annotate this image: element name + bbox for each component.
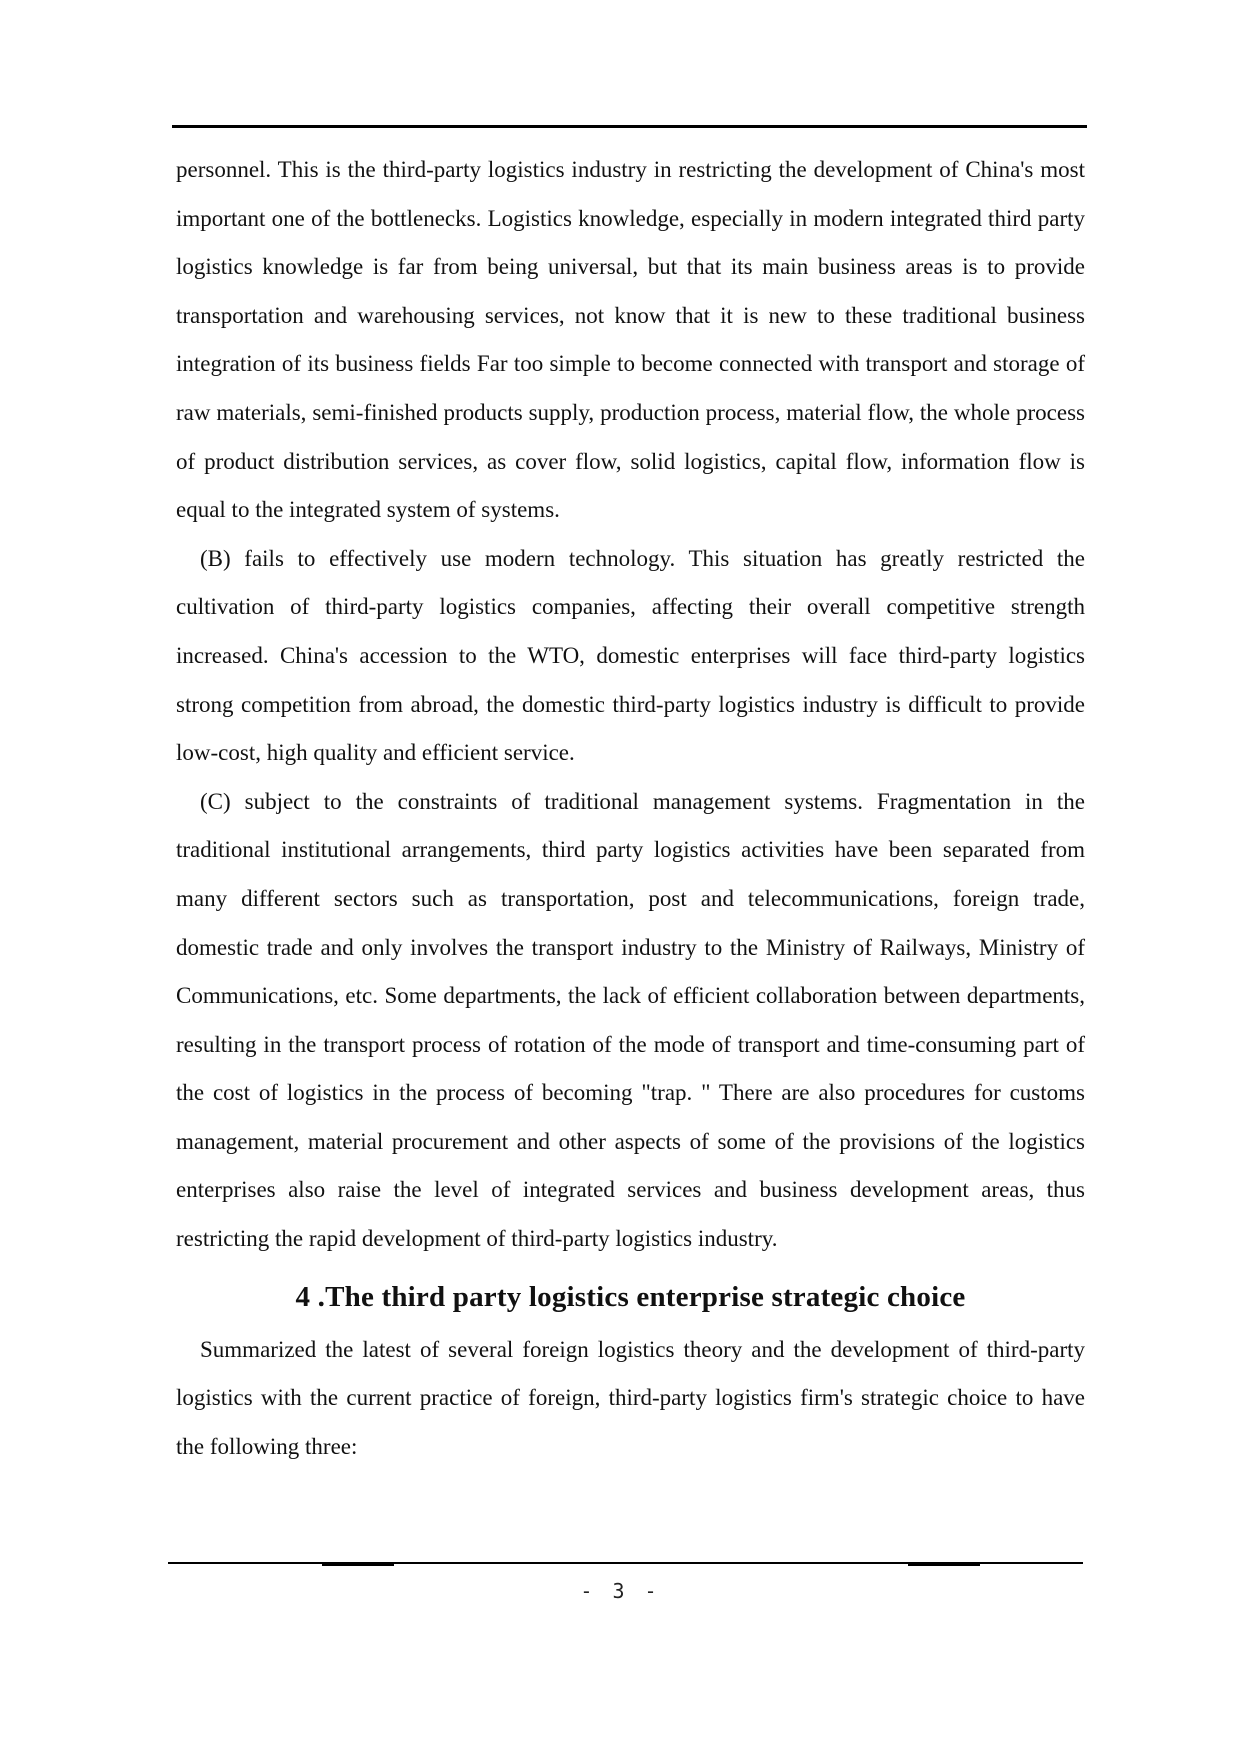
page-body (176, 146, 1085, 1471)
page-number: - 3 - (580, 1579, 661, 1603)
footer-rule-accent-left (322, 1564, 394, 1566)
paragraph-c-management-systems: (C) subject to the constraints of traditional management systems. Fragmentation in the traditional institutional arrangements, third party logistics activities have been separated from many different sectors such as transportation, post and telecommunications, foreign trade, domestic trade and only involves the transport industry to the Ministry of Railways, Ministry of Communications, etc. Some departments, the lack of efficient collaboration between departments, resulting in the transport process of rotation of the mode of transport and time-consuming part of the cost of logistics in the process of becoming "trap. " There are also procedures for customs management, material procurement and other aspects of some of the provisions of the logistics enterprises also raise the level of integrated services and business development areas, thus restricting the rapid development of third-party logistics industry. (176, 788, 1085, 1252)
paragraph-strategic-choice: Summarized the latest of several foreign logistics theory and the development of third-party logistics with the current practice of foreign, third-party logistics firm's strategic choice to have the following three: (176, 1336, 1085, 1459)
section-heading: 4 .The third party logistics enterprise strategic choice (295, 1280, 966, 1313)
paragraph-b-modern-technology: (B) fails to effectively use modern technology. This situation has greatly restricted the cultivation of third-party logistics companies, affecting their overall competitive strength increased. China's accession to the WTO, domestic enterprises will face third-party logistics strong competition from abroad, the domestic third-party logistics industry is difficult to provide low-cost, high quality and efficient service. (176, 545, 1085, 766)
paragraph-personnel: personnel. This is the third-party logistics industry in restricting the development of China's most important one of the bottlenecks. Logistics knowledge, especially in modern integrated third party logistics knowledge is far from being universal, but that its main business areas is to provide transportation and warehousing services, not know that it is new to these traditional business integration of its business fields Far too simple to become connected with transport and storage of raw materials, semi-finished products supply, production process, material flow, the whole process of product distribution services, as cover flow, solid logistics, capital flow, information flow is equal to the integrated system of systems. (176, 157, 1085, 523)
footer-rule-accent-right (908, 1564, 980, 1566)
header-rule (172, 125, 1087, 128)
